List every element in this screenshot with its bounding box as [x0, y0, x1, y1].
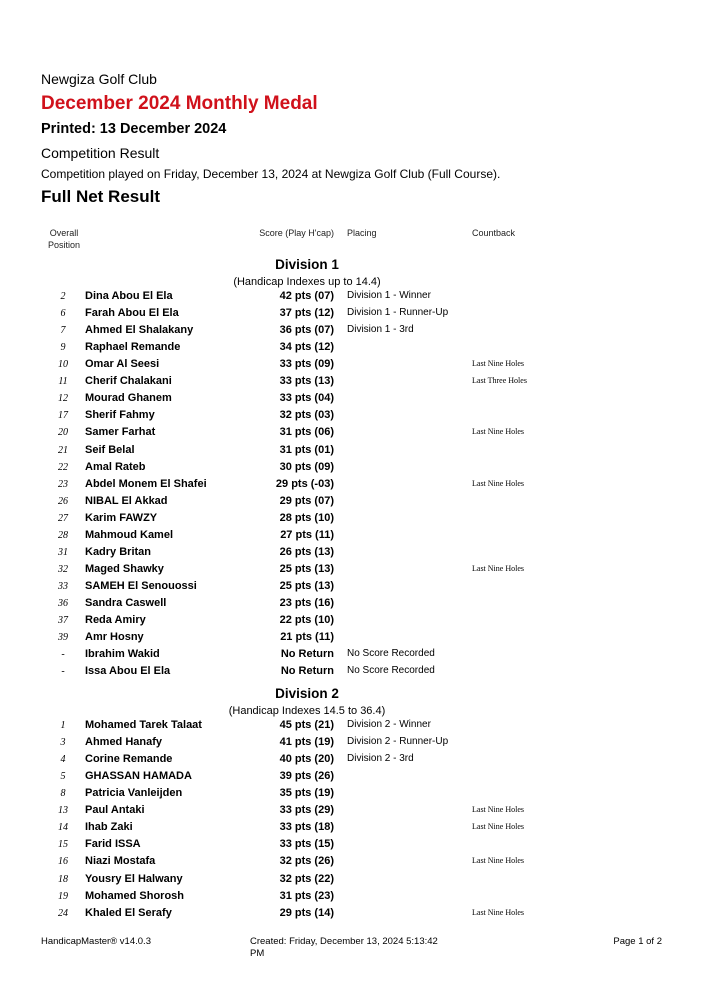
table-row	[0, 837, 707, 854]
division-subtitle: (Handicap Indexes 14.5 to 36.4)	[228, 705, 386, 717]
position-cell: 17	[58, 410, 68, 422]
table-row	[0, 786, 707, 803]
position-cell: 23	[58, 478, 68, 490]
position-cell: 12	[58, 393, 68, 405]
score-cell: 32 pts (22)	[279, 872, 334, 885]
position-cell: 7	[60, 325, 66, 337]
position-cell: 19	[58, 890, 68, 902]
table-row	[0, 306, 707, 323]
placing-cell: No Score Recorded	[347, 665, 435, 677]
player-name: Amal Rateb	[85, 460, 146, 473]
table-row	[0, 443, 707, 460]
player-name: Reda Amiry	[85, 614, 146, 626]
table-row	[0, 408, 707, 425]
table-row	[0, 906, 707, 923]
placing-cell: Division 2 - 3rd	[347, 753, 414, 765]
position-cell: 13	[58, 805, 68, 817]
position-cell: 24	[58, 907, 68, 919]
position-cell: 33	[58, 580, 68, 592]
player-name: Yousry El Halwany	[85, 872, 183, 885]
table-row	[0, 803, 707, 820]
player-name: Kadry Britan	[85, 545, 152, 558]
table-row	[0, 545, 707, 562]
table-row	[0, 596, 707, 613]
position-cell: 3	[60, 737, 66, 748]
position-cell: 36	[58, 597, 68, 609]
player-name: Maged Shawky	[85, 562, 164, 575]
score-cell: 33 pts (29)	[279, 804, 334, 817]
player-name: Amr Hosny	[85, 631, 144, 643]
player-name: Khaled El Serafy	[85, 906, 172, 919]
score-cell: 28 pts (10)	[279, 511, 334, 524]
table-row	[0, 460, 707, 477]
printed-date: Printed: 13 December 2024	[41, 121, 227, 137]
score-cell: 29 pts (-03)	[275, 477, 334, 490]
position-cell: 20	[58, 427, 68, 439]
position-cell: 37	[58, 615, 68, 626]
player-name: Ahmed Hanafy	[85, 736, 163, 748]
table-row	[0, 511, 707, 528]
table-row	[0, 664, 707, 681]
column-header-position: Overall Position	[47, 228, 81, 250]
table-row	[0, 613, 707, 630]
table-row	[0, 391, 707, 408]
position-cell: 2	[60, 291, 66, 302]
countback-cell: Last Three Holes	[472, 376, 527, 386]
player-name: Sherif Fahmy	[85, 409, 155, 422]
player-name: Seif Belal	[85, 443, 135, 456]
footer-created: Created: Friday, December 13, 2024 5:13:42 PM	[250, 936, 438, 959]
countback-cell: Last Nine Holes	[472, 478, 524, 488]
score-cell: 39 pts (26)	[279, 770, 334, 783]
position-cell: 21	[58, 444, 68, 456]
placing-cell: Division 2 - Winner	[347, 719, 431, 730]
player-name: Cherif Chalakani	[85, 375, 172, 388]
player-name: Farid ISSA	[85, 838, 141, 851]
score-cell: 25 pts (13)	[279, 562, 334, 575]
score-cell: 26 pts (13)	[279, 545, 334, 558]
table-row	[0, 562, 707, 579]
countback-cell: Last Nine Holes	[472, 563, 524, 573]
table-row	[0, 477, 707, 494]
score-cell: 40 pts (20)	[279, 753, 334, 766]
score-cell: No Return	[280, 648, 334, 660]
score-cell: 33 pts (09)	[279, 358, 334, 371]
player-name: Patricia Vanleijden	[85, 787, 183, 800]
player-name: NIBAL El Akkad	[85, 494, 168, 507]
table-row	[0, 357, 707, 374]
position-cell: 16	[58, 856, 68, 868]
player-name: Samer Farhat	[85, 426, 156, 439]
score-cell: 27 pts (11)	[280, 528, 334, 541]
player-name: Ihab Zaki	[85, 821, 133, 834]
score-cell: 21 pts (11)	[280, 631, 334, 643]
table-row	[0, 374, 707, 391]
score-cell: 32 pts (03)	[279, 409, 334, 422]
score-cell: 45 pts (21)	[279, 719, 334, 731]
division-title: Division 2	[275, 686, 339, 701]
score-cell: 31 pts (23)	[279, 889, 334, 902]
position-cell: 1	[60, 720, 66, 731]
table-row	[0, 872, 707, 889]
score-cell: 31 pts (06)	[279, 426, 334, 439]
competition-result-heading: Competition Result	[41, 145, 160, 161]
player-name: Niazi Mostafa	[85, 855, 156, 868]
table-row	[0, 752, 707, 769]
player-name: Omar Al Seesi	[85, 358, 160, 371]
placing-cell: Division 1 - 3rd	[347, 324, 414, 336]
table-row	[0, 630, 707, 647]
score-cell: 33 pts (13)	[279, 375, 334, 388]
player-name: Mohamed Tarek Talaat	[85, 719, 202, 731]
score-cell: No Return	[280, 665, 334, 678]
score-cell: 42 pts (07)	[279, 290, 334, 302]
placing-cell: Division 1 - Runner-Up	[347, 307, 449, 319]
position-cell: -	[61, 649, 65, 660]
score-cell: 22 pts (10)	[279, 614, 334, 626]
countback-cell: Last Nine Holes	[472, 856, 524, 866]
table-row	[0, 579, 707, 596]
score-cell: 37 pts (12)	[279, 307, 334, 320]
column-header-countback: Countback	[472, 228, 516, 238]
placing-cell: Division 2 - Runner-Up	[347, 736, 449, 747]
player-name: Mohamed Shorosh	[85, 889, 185, 902]
position-cell: 8	[60, 788, 66, 800]
player-name: Mahmoud Kamel	[85, 528, 174, 541]
table-row	[0, 889, 707, 906]
table-row	[0, 718, 707, 735]
player-name: Paul Antaki	[85, 804, 145, 817]
player-name: Corine Remande	[85, 753, 173, 766]
table-row	[0, 769, 707, 786]
player-name: Issa Abou El Ela	[85, 665, 171, 678]
score-cell: 41 pts (19)	[279, 736, 334, 748]
score-cell: 33 pts (18)	[279, 821, 334, 834]
score-cell: 29 pts (14)	[279, 906, 334, 919]
column-header-score: Score (Play H'cap)	[259, 228, 334, 238]
competition-description: Competition played on Friday, December 13, 2024 at Newgiza Golf Club (Full Course).	[41, 167, 501, 181]
player-name: Farah Abou El Ela	[85, 307, 179, 320]
position-cell: 32	[58, 563, 68, 575]
table-row	[0, 340, 707, 357]
table-row	[0, 494, 707, 511]
division-subtitle: (Handicap Indexes up to 14.4)	[233, 276, 381, 288]
score-cell: 29 pts (07)	[279, 494, 334, 507]
column-header-placing: Placing	[347, 228, 377, 238]
footer-software: HandicapMaster® v14.0.3	[41, 936, 151, 947]
position-cell: 39	[58, 632, 68, 643]
player-name: Sandra Caswell	[85, 596, 167, 609]
player-name: Ahmed El Shalakany	[85, 324, 194, 337]
position-cell: 28	[58, 529, 68, 541]
player-name: Mourad Ghanem	[85, 392, 172, 405]
position-cell: 22	[58, 461, 68, 473]
table-row	[0, 735, 707, 752]
division-title: Division 1	[275, 257, 339, 272]
score-cell: 33 pts (04)	[279, 392, 334, 405]
player-name: Abdel Monem El Shafei	[85, 477, 207, 490]
footer-page: Page 1 of 2	[613, 936, 662, 947]
player-name: Dina Abou El Ela	[85, 290, 173, 302]
position-cell: 9	[60, 342, 66, 354]
player-name: Ibrahim Wakid	[85, 648, 160, 660]
score-cell: 35 pts (19)	[279, 787, 334, 800]
position-cell: 15	[58, 839, 68, 851]
countback-cell: Last Nine Holes	[472, 907, 524, 917]
position-cell: 14	[58, 822, 68, 834]
placing-cell: No Score Recorded	[347, 648, 435, 659]
position-cell: 31	[58, 546, 68, 558]
placing-cell: Division 1 - Winner	[347, 290, 431, 301]
club-name: Newgiza Golf Club	[41, 71, 157, 87]
table-row	[0, 289, 707, 306]
table-row	[0, 647, 707, 664]
position-cell: 6	[60, 308, 66, 320]
score-cell: 33 pts (15)	[279, 838, 334, 851]
countback-cell: Last Nine Holes	[472, 359, 524, 369]
score-cell: 30 pts (09)	[279, 460, 334, 473]
table-row	[0, 528, 707, 545]
player-name: Raphael Remande	[85, 341, 181, 354]
position-cell: 18	[58, 873, 68, 885]
player-name: Karim FAWZY	[85, 511, 158, 524]
competition-title: December 2024 Monthly Medal	[41, 93, 318, 114]
position-cell: 10	[58, 359, 68, 371]
countback-cell: Last Nine Holes	[472, 427, 524, 437]
position-cell: -	[61, 666, 65, 678]
score-cell: 32 pts (26)	[279, 855, 334, 868]
table-row	[0, 854, 707, 871]
section-title: Full Net Result	[41, 187, 161, 206]
table-row	[0, 425, 707, 442]
countback-cell: Last Nine Holes	[472, 805, 524, 815]
score-cell: 25 pts (13)	[279, 579, 334, 592]
score-cell: 31 pts (01)	[279, 443, 334, 456]
countback-cell: Last Nine Holes	[472, 822, 524, 832]
score-cell: 23 pts (16)	[279, 596, 334, 609]
score-cell: 34 pts (12)	[279, 341, 334, 354]
player-name: SAMEH El Senouossi	[85, 579, 197, 592]
player-name: GHASSAN HAMADA	[85, 770, 192, 783]
score-cell: 36 pts (07)	[279, 324, 334, 337]
position-cell: 26	[58, 495, 68, 507]
position-cell: 11	[58, 376, 68, 388]
position-cell: 27	[58, 512, 68, 524]
table-row	[0, 323, 707, 340]
position-cell: 4	[60, 754, 66, 766]
position-cell: 5	[60, 771, 66, 783]
table-row	[0, 820, 707, 837]
